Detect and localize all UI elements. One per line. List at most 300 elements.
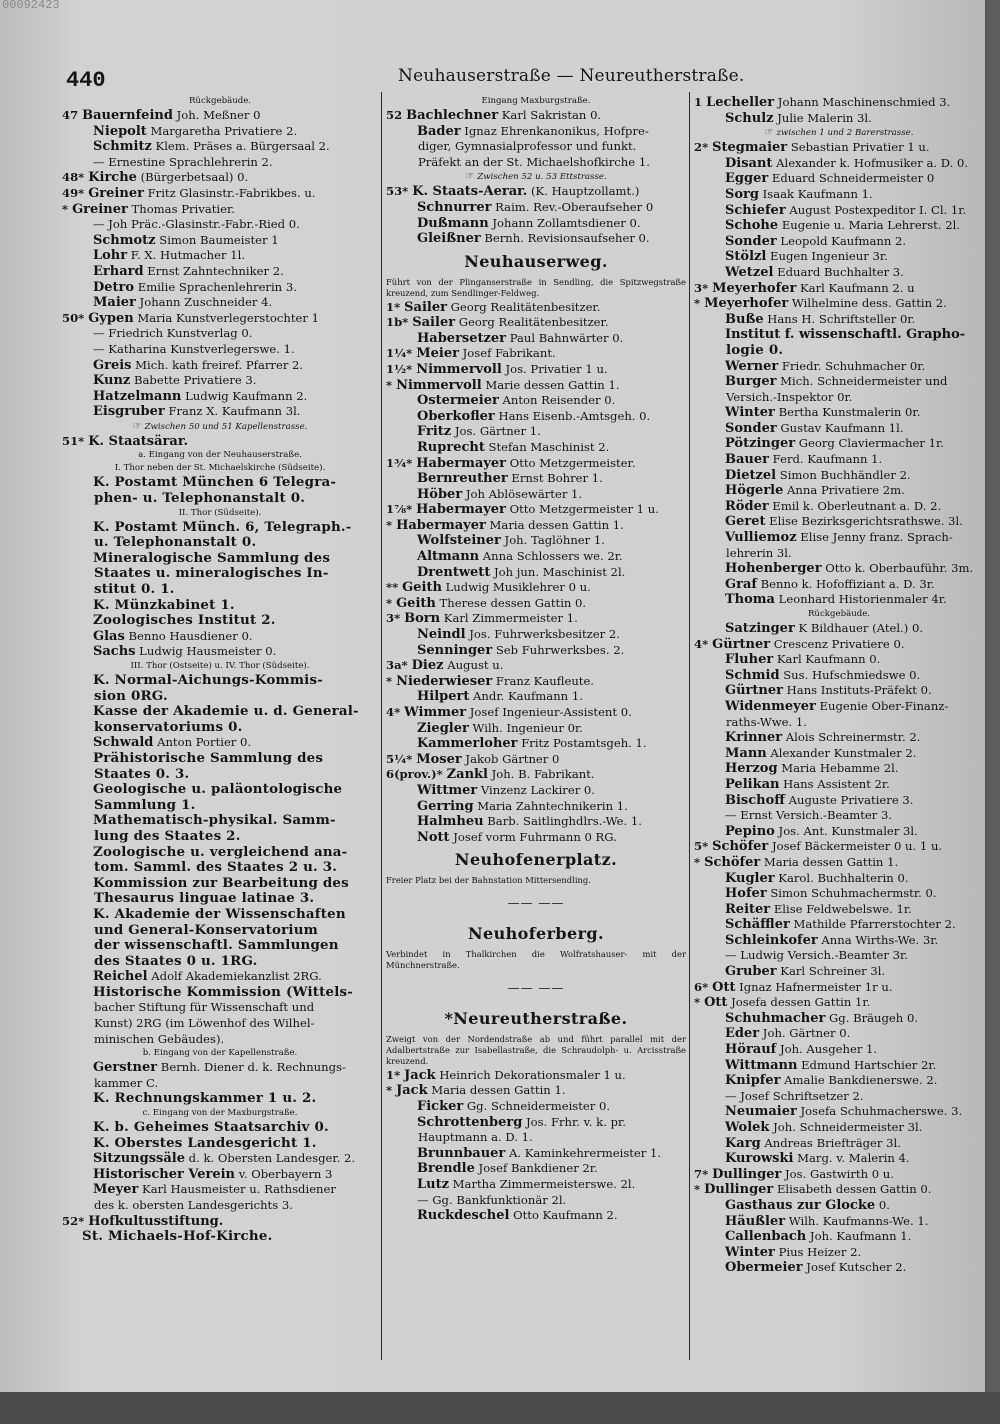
directory-entry [694, 1167, 984, 1183]
entry-continuation: kammer C. [94, 1075, 159, 1090]
entry-details: Bertha Kunstmalerin 0r. [774, 405, 921, 420]
directory-entry [386, 124, 686, 140]
entry-name: Hofkultusstiftung. [88, 1213, 224, 1229]
entry-name: Lohr [93, 248, 128, 264]
entry-name: Pelikan [725, 776, 780, 792]
entry-continuation: des k. obersten Landesgerichts 3. [94, 1198, 293, 1212]
entry-name: Widenmeyer [725, 698, 816, 714]
house-number: 6(prov.)* [386, 767, 443, 782]
directory-entry [694, 1182, 984, 1198]
entry-name: Wolfsteiner [417, 533, 501, 549]
directory-entry [694, 699, 984, 715]
entry-name: Häußler [725, 1213, 786, 1229]
entry-details: Fritz Glasinstr.-Fabrikbes. u. [143, 185, 316, 200]
entry-details: Marg. v. Malerin 4. [793, 1151, 910, 1166]
entrance-note: c. Eingang von der Maxburgstraße. [142, 1108, 298, 1119]
entry-name: Niederwieser [396, 673, 493, 689]
directory-entry [386, 721, 686, 737]
cross-street-text: Zwischen 50 und 51 Kapellenstrasse. [144, 421, 308, 432]
entry-name: Ficker [417, 1098, 464, 1114]
column-rule [689, 92, 690, 1360]
entry-name: Graf [725, 576, 757, 592]
directory-entry [694, 933, 984, 949]
directory-entry [694, 1198, 984, 1214]
cross-street-text: Zwischen 52 u. 53 Ettstrasse. [477, 172, 607, 183]
directory-entry [694, 514, 984, 530]
directory-entry [694, 359, 984, 375]
directory-entry [694, 1136, 984, 1152]
directory-entry [694, 777, 984, 793]
institution-entry: Staates u. mineralogisches In- [94, 566, 329, 582]
entry-name: Gerstner [93, 1060, 158, 1076]
house-number: 1b* [386, 315, 409, 330]
directory-entry [62, 373, 378, 389]
entry-details: Thomas Privatier. [127, 201, 235, 216]
house-number: 5¼* [386, 751, 413, 766]
directory-entry [386, 1068, 686, 1084]
entry-name: Brunnbauer [417, 1145, 506, 1161]
directory-entry [386, 331, 686, 347]
directory-entry [694, 746, 984, 762]
entry-details: Margaretha Privatiere 2. [146, 123, 298, 138]
entry-details: Eugen Ingenieur 3r. [766, 249, 888, 264]
section-separator: —— —— [507, 980, 565, 995]
directory-entry [386, 752, 686, 768]
entry-details: Jos. Ant. Kunstmaler 3l. [774, 823, 918, 838]
institution-entry: Kommission zur Bearbeitung des [93, 875, 349, 891]
directory-entry [694, 855, 984, 871]
entry-details: Mathilde Pfarrerstochter 2. [789, 917, 956, 932]
entry-details: Alexander Kunstmaler 2. [766, 745, 917, 760]
directory-entry [694, 421, 984, 437]
directory-entry [694, 1058, 984, 1074]
house-number: 50* [62, 310, 85, 325]
directory-entry [694, 761, 984, 777]
entry-name: Mann [725, 745, 767, 761]
entry-name: Hilpert [417, 689, 470, 705]
directory-entry [694, 995, 984, 1011]
directory-entry [694, 1229, 984, 1245]
entry-name: Historischer Verein [93, 1166, 236, 1182]
institution-entry: des Staates 0 u. 1RG. [94, 953, 258, 969]
entry-details: Maria Kunstverlegerstochter 1 [133, 310, 319, 325]
entry-name: Neindl [417, 627, 466, 643]
house-number: 1* [386, 299, 401, 314]
entry-name: Buße [725, 311, 764, 327]
house-number: 5* [694, 839, 709, 854]
entry-details: Joh. Ausgeher 1. [776, 1042, 878, 1057]
directory-entry [386, 830, 686, 846]
entry-name: Greiner [72, 201, 128, 217]
directory-entry [386, 1177, 686, 1193]
entry-name: Karg [725, 1135, 761, 1151]
house-number: 51* [62, 433, 85, 448]
entry-details: Joh. Taglöhner 1. [500, 533, 605, 548]
street-heading: *Neureutherstraße. [444, 1008, 628, 1028]
house-number: * [694, 854, 701, 869]
entry-name: Gruber [725, 964, 777, 980]
entry-name: Sonder [725, 420, 777, 436]
entry-name: Meyerhofer [704, 296, 789, 312]
house-number: 7* [694, 1166, 709, 1181]
entrance-note: II. Thor (Südseite). [178, 507, 262, 518]
institution-entry: der wissenschaftl. Sammlungen [94, 938, 339, 954]
directory-entry [694, 621, 984, 637]
entry-name: Hohenberger [725, 561, 822, 577]
entry-details: Karol. Buchhalterin 0. [774, 870, 909, 885]
entry-name: Erhard [93, 263, 144, 279]
entry-details: Johann Zuschneider 4. [135, 295, 273, 310]
entry-details: Simon Schuhmachermstr. 0. [766, 886, 937, 901]
entry-details: A. Kaminkehrermeister 1. [505, 1145, 662, 1160]
entry-name: Herzog [725, 761, 778, 777]
institution-entry: K. Münzkabinet 1. [93, 597, 235, 613]
directory-entry [694, 436, 984, 452]
entry-continuation: Versich.-Inspektor 0r. [726, 389, 853, 404]
street-description: Führt von der Plinganserstraße in Sendling, die Spitzwegstraße kreuzend, zum Sendlinger-Feldweg. [386, 276, 686, 299]
directory-entry [386, 456, 686, 472]
cross-street-note [694, 126, 984, 140]
entry-details: Andr. Kaufmann 1. [469, 689, 583, 704]
directory-entry [694, 824, 984, 840]
entry-name: Schleinkofer [725, 932, 818, 948]
entry-details: Franz X. Kaufmann 3l. [164, 404, 301, 419]
house-number: * [386, 1083, 393, 1098]
entry-name: Eisgruber [93, 404, 165, 420]
directory-entry [62, 202, 378, 218]
directory-entry [694, 668, 984, 684]
entry-details: Jos. Frhr. v. k. pr. [522, 1114, 626, 1129]
entry-details: Karl Kaufmann 0. [773, 652, 881, 667]
directory-entry [386, 767, 686, 783]
entrance-note: b. Eingang von der Kapellenstraße. [142, 1048, 298, 1059]
house-number: 6* [694, 979, 709, 994]
entry-name: Kugler [725, 870, 775, 886]
entry-name: Glas [93, 628, 125, 644]
directory-entry [62, 1214, 378, 1230]
entry-details: Elise Feldwebelswe. 1r. [770, 901, 912, 916]
directory-entry [386, 643, 686, 659]
entry-name: Schrottenberg [417, 1114, 523, 1130]
street-description: Zweigt von der Nordendstraße ab und führt parallel mit der Adalbertstraße zur Isabellastraße, die Schraudolph- u. Arcisstraße kreuzend. [386, 1033, 686, 1067]
entry-details: Barb. Saitlinghdlrs.-We. 1. [483, 814, 642, 829]
entry-details: Adolf Akademiekanzlist 2RG. [147, 969, 322, 984]
directory-entry [694, 1073, 984, 1089]
directory-entry [694, 886, 984, 902]
entry-details: Johann Zollamtsdiener 0. [488, 215, 641, 230]
directory-entry [386, 518, 686, 534]
entry-name: Hofer [725, 886, 767, 902]
house-number: * [386, 517, 393, 532]
entry-name: Satzinger [725, 621, 795, 636]
entry-details: Josef Ingenieur-Assistent 0. [466, 705, 632, 719]
directory-entry [694, 187, 984, 203]
house-number: * [386, 595, 393, 610]
entry-name: Schöfer [704, 854, 761, 870]
directory-entry [694, 249, 984, 265]
entry-name: Dietzel [725, 467, 777, 483]
entry-name: Winter [725, 1244, 775, 1260]
entry-name: Sonder [725, 233, 777, 249]
house-number: 1½* [386, 361, 413, 376]
entry-details: Jos. Privatier 1 u. [501, 361, 608, 376]
entry-details: F. X. Hutmacher 1l. [127, 248, 246, 263]
entry-name: Kurowski [725, 1151, 794, 1167]
entry-name: Sachs [93, 644, 136, 660]
entry-details: Benno Hausdiener 0. [124, 628, 253, 643]
directory-entry [386, 409, 686, 425]
entry-name: Drentwett [417, 564, 491, 580]
directory-entry [694, 1151, 984, 1167]
entry-name: Sailer [412, 315, 456, 331]
entry-details: Josef Bäckermeister 0 u. 1 u. [768, 839, 943, 854]
entry-details: Karl Kaufmann 2. u [796, 280, 915, 295]
entry-details: Josefa dessen Gattin 1r. [727, 995, 871, 1010]
entry-name: Callenbach [725, 1229, 807, 1245]
directory-entry [694, 265, 984, 281]
directory-entry [694, 1120, 984, 1136]
directory-entry [386, 783, 686, 799]
entry-name: Detro [93, 279, 135, 295]
entry-name: Schwald [93, 735, 154, 751]
house-number: 1* [386, 1067, 401, 1082]
entry-details: Wilh. Ingenieur 0r. [468, 720, 583, 735]
directory-entry [694, 592, 984, 608]
entry-name: Gypen [88, 310, 134, 326]
entry-name: Maier [93, 295, 136, 311]
entry-continuation: Kunst) 2RG (im Löwenhof des Wilhel- [94, 1016, 315, 1031]
column-1 [62, 95, 378, 1245]
entry-details: Andreas Briefträger 3l. [760, 1135, 901, 1150]
entry-name: Röder [725, 498, 769, 514]
street-heading: Neuhofenerplatz. [454, 850, 618, 870]
pointing-hand-icon: ☞ [132, 420, 141, 432]
institution-entry: K. b. Geheimes Staatsarchiv 0. [93, 1120, 329, 1136]
entry-name: Krinner [725, 730, 783, 746]
entry-name: Hatzelmann [93, 388, 182, 404]
entry-details: Hans Assistent 2r. [779, 776, 890, 791]
entry-details: Simon Baumeister 1 [155, 232, 279, 247]
entry-details: Anna Wirths-We. 3r. [817, 932, 939, 947]
directory-entry [386, 611, 686, 627]
directory-entry [62, 1182, 378, 1198]
directory-entry [694, 218, 984, 234]
house-number: * [694, 1182, 701, 1197]
cross-street-note [62, 420, 378, 434]
entry-name: Gleißner [417, 231, 481, 247]
directory-entry [386, 502, 686, 518]
entry-name: Disant [725, 155, 773, 171]
pointing-hand-icon: ☞ [465, 171, 474, 183]
family-member-entry: — Gg. Bankfunktionär 2l. [417, 1192, 567, 1207]
entry-details: Friedr. Schuhmacher 0r. [778, 358, 926, 373]
institution-entry: tom. Samml. des Staates 2 u. 3. [94, 860, 338, 876]
entry-name: Thoma [725, 592, 775, 608]
page-number: 440 [66, 68, 106, 93]
directory-entry [694, 1011, 984, 1027]
entry-continuation: diger, Gymnasialprofessor und funkt. [418, 139, 637, 154]
entry-name: Ostermeier [417, 393, 499, 409]
directory-entry [694, 652, 984, 668]
directory-entry [694, 902, 984, 918]
entry-name: Dußmann [417, 215, 489, 231]
house-number: 4* [694, 636, 709, 651]
institution-entry: Mineralogische Sammlung des [93, 550, 331, 566]
house-number: 52* [62, 1213, 85, 1228]
institution-entry: K. Akademie der Wissenschaften [93, 906, 346, 922]
directory-entry [694, 839, 984, 855]
directory-entry [386, 1099, 686, 1115]
entry-name: Lecheller [706, 95, 775, 110]
entry-name: Ott [704, 995, 728, 1011]
entry-details: Elisabeth dessen Gattin 0. [773, 1182, 932, 1197]
entry-details: Amalie Bankdienerswe. 2. [780, 1073, 938, 1088]
entry-name: Institut f. wissenschaftl. Grapho- [725, 327, 966, 343]
entry-details: Simon Buchhändler 2. [776, 467, 911, 482]
scan-serial: 00092423 [2, 0, 60, 12]
scan-margin [0, 1392, 1000, 1424]
directory-entry [62, 1151, 378, 1167]
directory-entry [386, 799, 686, 815]
family-member-entry: — Friedrich Kunstverlag 0. [93, 326, 253, 341]
entry-details: Wilh. Kaufmanns-We. 1. [785, 1213, 929, 1228]
entry-name: Meyerhofer [712, 280, 797, 296]
entry-details: Elise Bezirksgerichtsrathswe. 3l. [765, 514, 963, 529]
entry-details: Jakob Gärtner 0 [461, 751, 560, 766]
entry-name: Bauernfeind [82, 108, 173, 123]
entry-name: Altmann [417, 549, 480, 565]
entry-name: Gürtner [712, 636, 771, 652]
entry-details: Anton Portier 0. [153, 735, 252, 750]
entry-name: Schnurrer [417, 199, 492, 215]
house-number: ** [386, 580, 399, 595]
entry-details: Elise Jenny franz. Sprach- [796, 530, 953, 545]
directory-entry [386, 393, 686, 409]
entry-name: Zankl [446, 767, 488, 783]
directory-entry [694, 1245, 984, 1261]
entry-details: Bernh. Diener d. k. Rechnungs- [157, 1060, 346, 1075]
directory-entry [62, 280, 378, 296]
entry-details: Georg Realitätenbesitzer. [446, 299, 601, 314]
directory-entry [694, 871, 984, 887]
house-number: 52 [386, 108, 403, 122]
section-separator: —— —— [507, 895, 565, 910]
entry-name: Kammerloher [417, 736, 518, 752]
entry-details: Jos. Gastwirth 0 u. [781, 1166, 894, 1181]
entry-name: Vulliemoz [725, 530, 797, 546]
directory-entry [62, 1167, 378, 1183]
directory-entry [694, 917, 984, 933]
directory-entry [694, 468, 984, 484]
entry-details: Edmund Hartschier 2r. [797, 1057, 937, 1072]
entry-continuation: minischen Gebäudes). [94, 1031, 225, 1046]
entry-name: Senninger [417, 642, 493, 658]
entry-name: Ruckdeschel [417, 1208, 510, 1224]
institution-entry: Historische Kommission (Wittels- [93, 984, 354, 1000]
family-member-entry: — Katharina Kunstverlegerswe. 1. [93, 341, 295, 356]
entry-details: Klem. Präses a. Bürgersaal 2. [151, 139, 330, 154]
entry-name: Neumaier [725, 1104, 797, 1120]
entry-name: Habermayer [416, 455, 507, 471]
entry-details: Sebastian Privatier 1 u. [787, 140, 930, 155]
institution-entry: lung des Staates 2. [94, 828, 241, 844]
directory-entry [386, 184, 686, 200]
directory-entry [694, 140, 984, 156]
entry-name: Schohe [725, 218, 779, 234]
entry-name: Ott [712, 979, 736, 995]
institution-entry: K. Normal-Aichungs-Kommis- [93, 673, 323, 688]
entry-details: Karl Sakristan 0. [498, 108, 602, 122]
entry-details: Babette Privatiere 3. [130, 373, 257, 388]
entry-details: Otto Metzgermeister. [506, 455, 636, 470]
directory-entry [694, 577, 984, 593]
entry-details: Ernst Bohrer 1. [507, 471, 603, 486]
entry-name: Wittmann [725, 1057, 798, 1073]
directory-entry [386, 689, 686, 705]
directory-entry [62, 248, 378, 264]
entry-details: Gustav Kaufmann 1l. [776, 420, 904, 435]
entrance-note: I. Thor neben der St. Michaelskirche (Südseite). [114, 463, 326, 474]
entry-details: Isaak Kaufmann 1. [759, 186, 873, 201]
directory-entry [62, 124, 378, 140]
entry-details: Gg. Bräugeh 0. [825, 1010, 919, 1025]
entry-name: Geret [725, 514, 766, 530]
directory-entry [62, 969, 378, 985]
entry-details: Pius Heizer 2. [774, 1244, 862, 1259]
running-head: Neuhauserstraße — Neureutherstraße. [398, 66, 745, 86]
institution-entry: K. Postamt München 6 Telegra- [93, 475, 337, 491]
entry-details: Auguste Privatiere 3. [784, 792, 914, 807]
directory-entry [62, 295, 378, 311]
institution-entry: Thesaurus linguae latinae 3. [94, 891, 315, 907]
institution-entry: stitut 0. 1. [94, 582, 175, 598]
directory-entry [386, 200, 686, 216]
entry-name: Meyer [93, 1182, 139, 1198]
entry-details: v. Oberbayern 3 [235, 1166, 333, 1181]
institution-entry: Geologische u. paläontologische [93, 782, 343, 798]
entry-name: Schmid [725, 667, 780, 683]
entry-details: K Bildhauer (Atel.) 0. [794, 621, 924, 635]
entry-name: Wetzel [725, 264, 774, 280]
institution-entry: Mathematisch-physikal. Samm- [93, 813, 336, 829]
directory-entry [386, 549, 686, 565]
house-number: 3* [386, 611, 401, 626]
entry-details: Stefan Maschinist 2. [484, 439, 610, 454]
institution-entry: sion 0RG. [94, 688, 168, 704]
entry-details: Hans Instituts-Präfekt 0. [782, 683, 932, 698]
entry-name: Habermayer [396, 517, 486, 533]
entry-details: Hans H. Schriftsteller 0r. [763, 311, 916, 326]
institution-entry: konservatoriums 0. [94, 719, 243, 735]
directory-entry [386, 1146, 686, 1162]
house-number: 2* [694, 140, 709, 155]
entry-name: Burger [725, 374, 777, 390]
directory-entry [694, 374, 984, 390]
directory-entry [62, 170, 378, 186]
entry-name: Schmitz [93, 139, 152, 155]
directory-entry [386, 362, 686, 378]
entry-details: Karl Schreiner 3l. [776, 964, 886, 979]
entry-name: Fritz [417, 424, 452, 440]
entry-name: Schuhmacher [725, 1010, 826, 1026]
entry-details: Joh. Kaufmann 1. [806, 1229, 912, 1244]
entry-name: Wittmer [417, 782, 478, 798]
entry-details: Ernst Zahntechniker 2. [143, 263, 284, 278]
entry-details: Jos. Fuhrwerksbesitzer 2. [465, 627, 620, 642]
entry-name: Halmheu [417, 814, 484, 830]
directory-entry [62, 629, 378, 645]
house-number: 4* [386, 705, 401, 719]
